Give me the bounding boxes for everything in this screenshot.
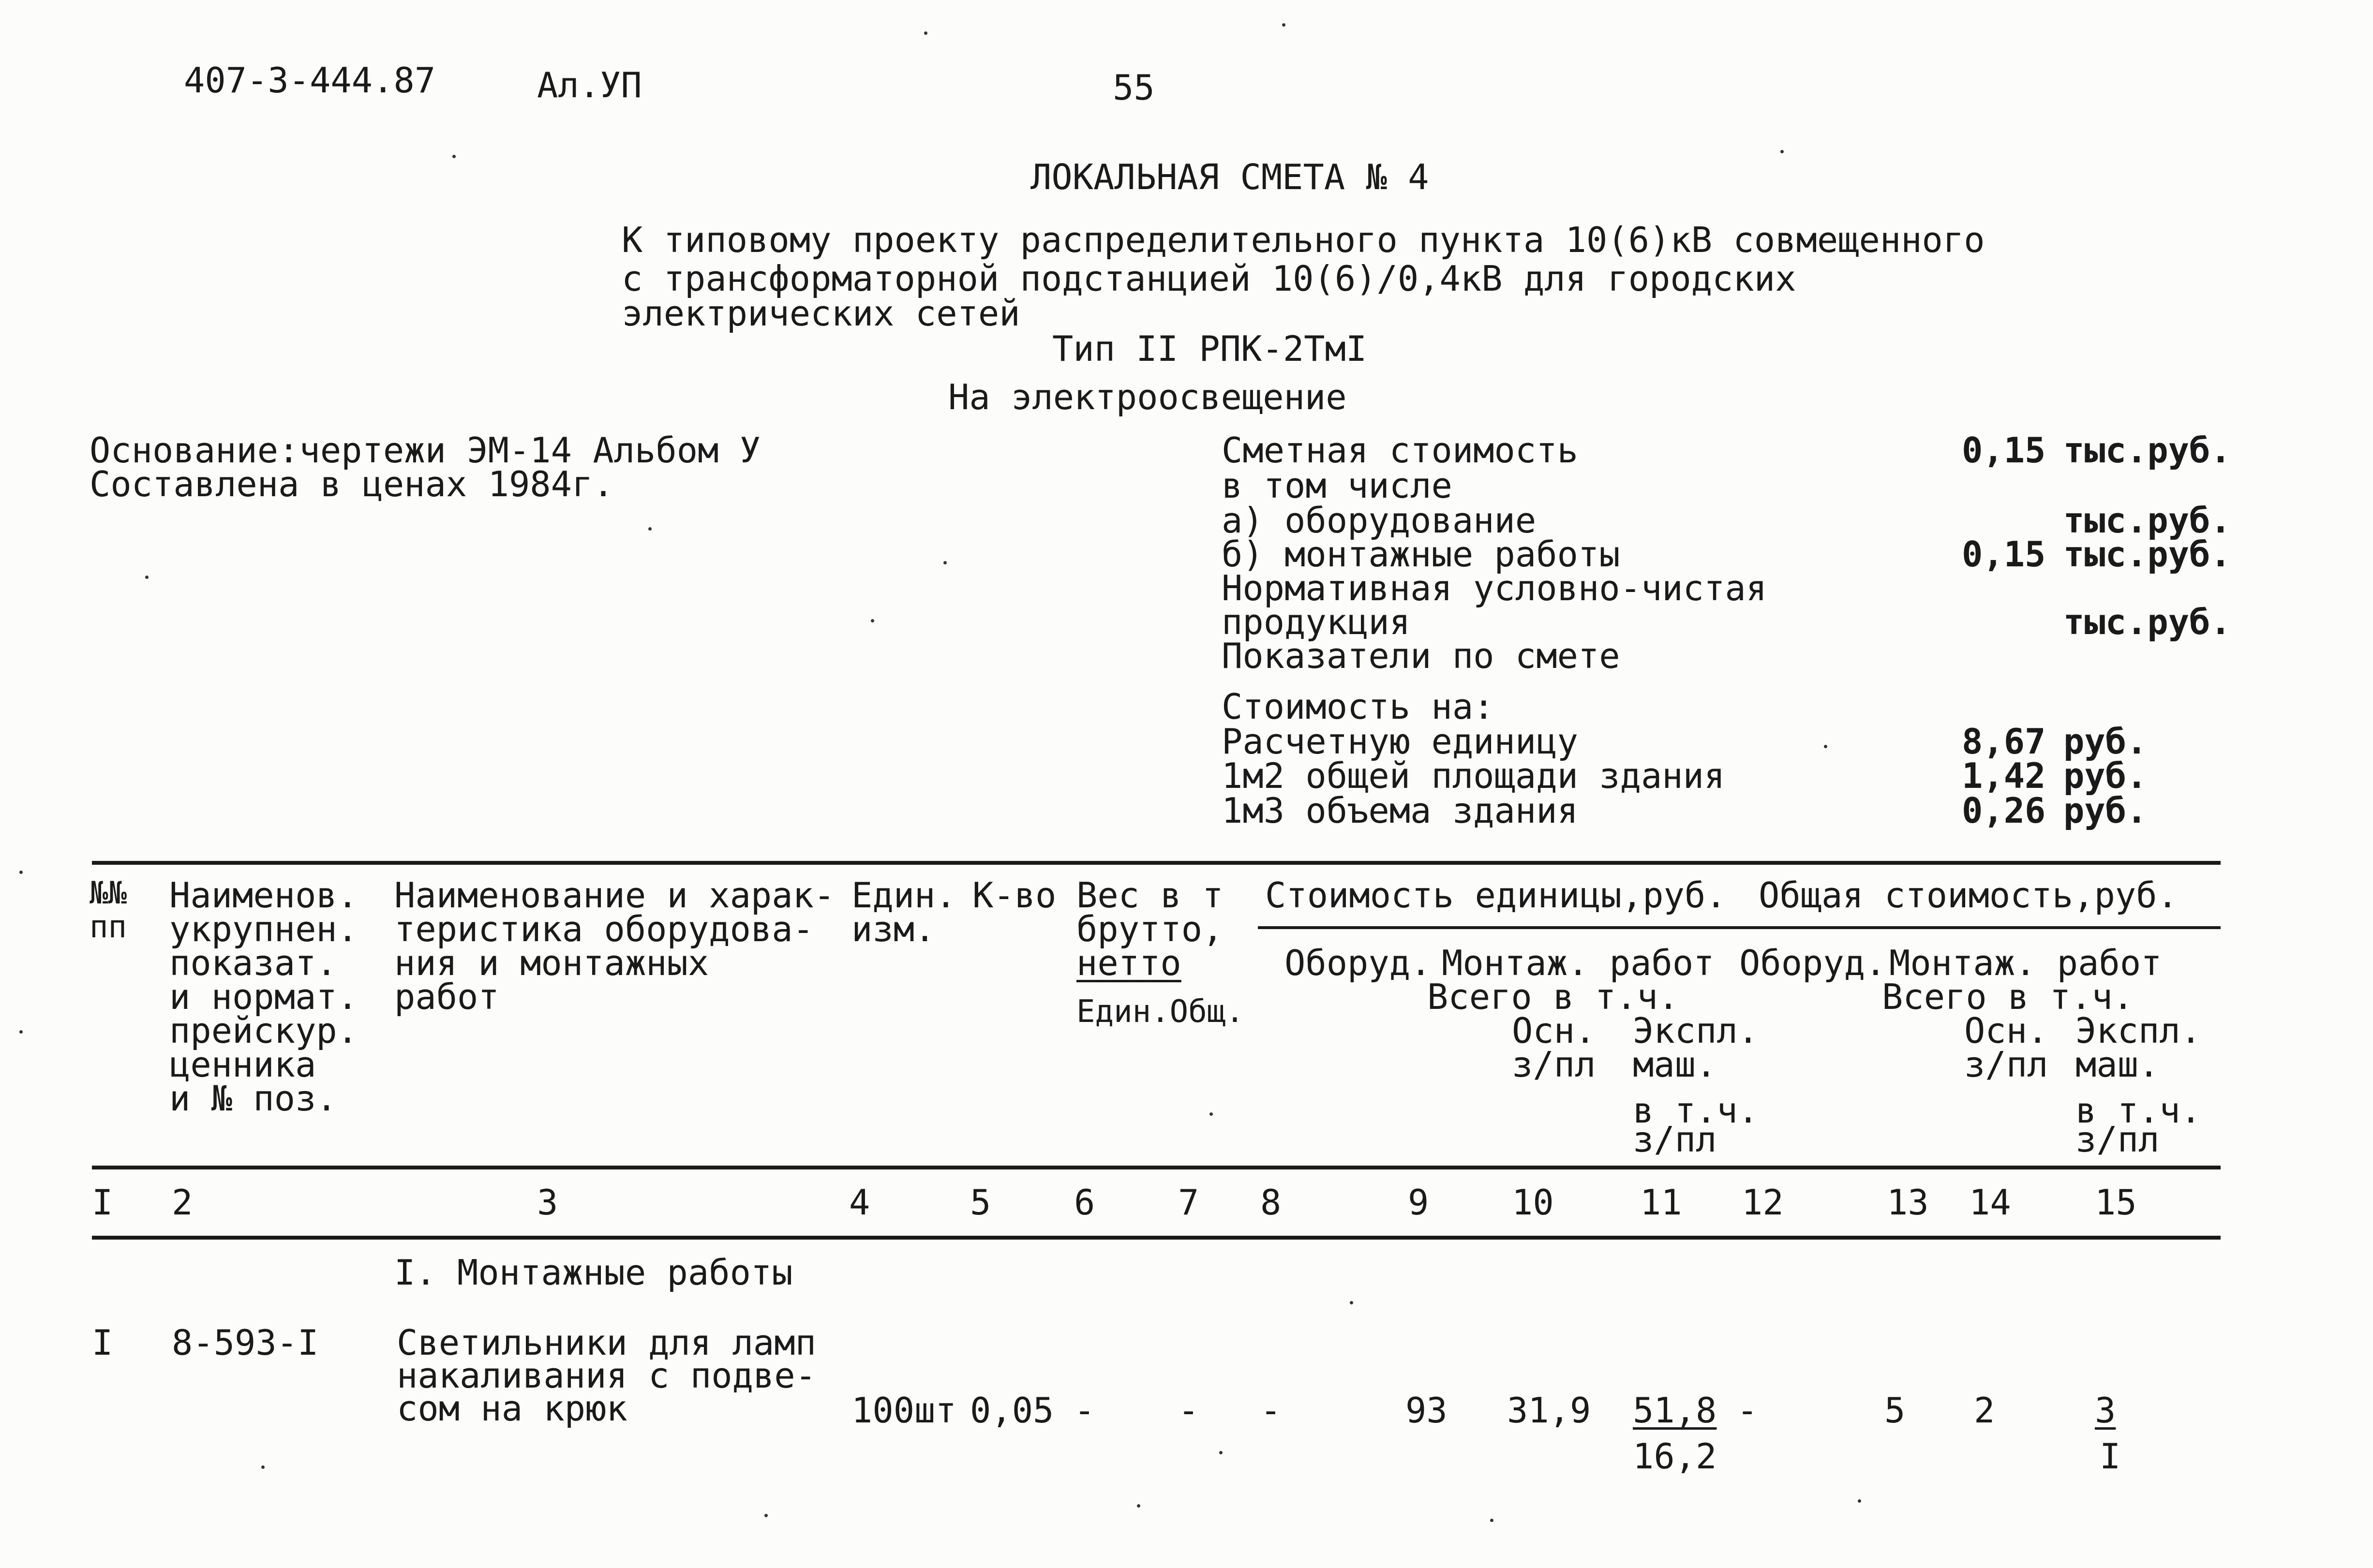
column-number-9: 9 <box>1408 1182 1429 1223</box>
column-number-12: 12 <box>1742 1182 1784 1223</box>
row-col-9: 93 <box>1405 1390 1448 1431</box>
scan-speck <box>1858 1499 1861 1503</box>
column-numbers-rule <box>92 1236 2221 1240</box>
header-unit-expl-incl-1: в т.ч. <box>1633 1090 1759 1131</box>
header-unit-cost: Стоимость единицы,руб. <box>1265 875 1727 916</box>
scan-speck <box>19 871 23 874</box>
column-number-10: 10 <box>1512 1182 1554 1223</box>
basis-prices: Составлена в ценах 1984г. <box>90 464 614 504</box>
row-number: I <box>92 1322 113 1363</box>
header-bottom-rule <box>92 1166 2221 1169</box>
scan-speck <box>1209 1112 1213 1116</box>
scan-speck <box>1780 150 1784 153</box>
project-type: Тип II РПК-2ТмI <box>1052 328 1367 369</box>
row-quantity: 0,05 <box>970 1390 1054 1431</box>
scan-speck <box>1824 745 1827 748</box>
title-description-line-1: К типовому проекту распределительного пункта 10(6)кВ совмещенного <box>622 220 1985 260</box>
header-unit-line-2: изм. <box>851 909 936 949</box>
scan-speck <box>1219 1451 1223 1454</box>
header-code-line-6: ценника <box>169 1044 316 1085</box>
scan-speck <box>764 1514 768 1517</box>
header-unit-equipment: Оборуд. <box>1284 943 1432 983</box>
row-name-line-1: Светильники для ламп <box>397 1322 816 1363</box>
header-code-line-2: укрупнен. <box>169 909 358 949</box>
row-col-12: - <box>1737 1390 1758 1431</box>
header-total-expl-incl-1: в т.ч. <box>2075 1090 2202 1131</box>
estimate-purpose: На электроосвещение <box>948 377 1347 417</box>
header-total-expl-2: маш. <box>2075 1044 2160 1085</box>
header-total-expl-1: Экспл. <box>2075 1010 2202 1051</box>
cost-on-label: Стоимость на: <box>1222 686 1494 727</box>
unit-thousand-rub: тыс.руб. <box>2063 534 2231 575</box>
unit-rub: руб. <box>2063 790 2148 831</box>
column-number-11: 11 <box>1640 1182 1682 1223</box>
installation-label: б) монтажные работы <box>1222 534 1620 575</box>
row-col-15-top: 3 <box>2095 1390 2116 1431</box>
scan-speck <box>145 576 149 579</box>
row-code: 8-593-I <box>172 1322 319 1363</box>
header-code-line-3: показат. <box>169 943 337 983</box>
unit-thousand-rub: тыс.руб. <box>2063 430 2231 471</box>
column-number-5: 5 <box>970 1182 991 1223</box>
row-name-line-3: сом на крюк <box>397 1388 627 1429</box>
header-weight-line-3: нетто <box>1076 943 1181 983</box>
header-code-line-7: и № поз. <box>169 1078 337 1119</box>
column-number-6: 6 <box>1074 1182 1095 1223</box>
header-num-line-2: пп <box>90 909 127 945</box>
row-col-11-bottom: 16,2 <box>1633 1436 1717 1477</box>
scan-speck <box>648 527 652 531</box>
column-number-14: 14 <box>1969 1182 2011 1223</box>
header-num-line-1: №№ <box>90 875 127 911</box>
header-unit-line-1: Един. <box>851 875 956 916</box>
row-name-line-2: накаливания с подве- <box>397 1355 816 1396</box>
equipment-label: а) оборудование <box>1222 500 1537 541</box>
column-number-13: 13 <box>1887 1182 1929 1223</box>
scan-speck <box>261 1465 265 1469</box>
row-col-6: - <box>1074 1390 1095 1431</box>
document-code: 407-3-444.87 <box>184 60 436 101</box>
column-number-1: I <box>92 1182 113 1223</box>
document-title: ЛОКАЛЬНАЯ СМЕТА № 4 <box>1030 157 1429 197</box>
header-unit-expl-incl-2: з/пл <box>1633 1119 1717 1160</box>
header-weight-line-1: Вес в т <box>1076 875 1224 916</box>
header-unit-expl-2: маш. <box>1633 1044 1717 1085</box>
unit-rub: руб. <box>2063 721 2148 762</box>
header-total-cost: Общая стоимость,руб. <box>1759 875 2178 916</box>
row-col-10: 31,9 <box>1507 1390 1591 1431</box>
scan-speck <box>452 155 456 158</box>
row-col-15-bottom: I <box>2100 1436 2121 1477</box>
row-unit: 100шт <box>851 1390 956 1431</box>
header-total-osn-2: з/пл <box>1964 1044 2048 1085</box>
header-quantity: К-во <box>972 875 1057 916</box>
header-code-line-1: Наименов. <box>169 875 358 916</box>
unit-thousand-rub: тыс.руб. <box>2063 602 2231 642</box>
title-description-line-3: электрических сетей <box>622 293 1020 334</box>
header-total-installation: Монтаж. работ <box>1889 943 2162 983</box>
unit-rub: руб. <box>2063 755 2148 796</box>
row-col-7: - <box>1178 1390 1199 1431</box>
indicators-label: Показатели по смете <box>1222 636 1620 676</box>
header-code-line-5: прейскур. <box>169 1010 358 1051</box>
column-number-7: 7 <box>1178 1182 1199 1223</box>
cost-group-rule <box>1258 926 2221 929</box>
column-number-4: 4 <box>849 1182 870 1223</box>
column-number-15: 15 <box>2095 1182 2137 1223</box>
scan-speck <box>19 1030 23 1034</box>
per-m3-label: 1м3 объема здания <box>1222 790 1578 831</box>
header-code-line-4: и нормат. <box>169 976 358 1017</box>
scan-speck <box>1350 1301 1353 1304</box>
header-total-osn-1: Осн. <box>1964 1010 2048 1051</box>
header-weight-line-2: брутто, <box>1076 909 1224 949</box>
header-total-total-incl: Всего в т.ч. <box>1882 976 2134 1017</box>
column-number-2: 2 <box>172 1182 193 1223</box>
scan-speck <box>1137 1504 1140 1508</box>
header-weight-line-4: Един.Общ. <box>1076 994 1244 1030</box>
per-unit-value: 8,67 <box>1962 721 2046 762</box>
header-name-line-4: работ <box>394 976 499 1017</box>
estimated-cost-label: Сметная стоимость <box>1222 430 1578 471</box>
per-unit-label: Расчетную единицу <box>1222 721 1578 762</box>
header-unit-total-incl: Всего в т.ч. <box>1427 976 1679 1017</box>
header-name-line-2: теристика оборудова- <box>394 909 814 949</box>
section-title: I. Монтажные работы <box>394 1252 793 1293</box>
album-label: Ал.УП <box>537 65 642 105</box>
basis-drawings: Основание:чертежи ЭМ-14 Альбом У <box>90 430 761 471</box>
title-description-line-2: с трансформаторной подстанцией 10(6)/0,4кВ для городских <box>622 258 1796 299</box>
scan-speck <box>871 619 874 622</box>
scan-speck <box>943 561 947 564</box>
header-unit-expl-1: Экспл. <box>1633 1010 1759 1051</box>
normative-label-1: Нормативная условно-чистая <box>1222 568 1767 608</box>
per-m2-value: 1,42 <box>1962 755 2046 796</box>
row-col-13: 5 <box>1884 1390 1906 1431</box>
scan-speck <box>924 31 927 35</box>
row-col-11-top: 51,8 <box>1633 1390 1717 1431</box>
per-m2-label: 1м2 общей площади здания <box>1222 755 1725 796</box>
estimated-cost-value: 0,15 <box>1962 430 2046 471</box>
including-label: в том числе <box>1222 465 1452 506</box>
column-number-3: 3 <box>537 1182 558 1223</box>
header-unit-osn-2: з/пл <box>1512 1044 1596 1085</box>
scan-speck <box>1282 23 1285 27</box>
header-name-line-3: ния и монтажных <box>394 943 709 983</box>
row-col-14: 2 <box>1974 1390 1995 1431</box>
unit-thousand-rub: тыс.руб. <box>2063 500 2231 541</box>
header-unit-osn-1: Осн. <box>1512 1010 1596 1051</box>
scan-speck <box>1490 1519 1493 1522</box>
table-top-rule <box>92 861 2221 865</box>
header-total-equipment: Оборуд. <box>1739 943 1886 983</box>
installation-value: 0,15 <box>1962 534 2046 575</box>
per-m3-value: 0,26 <box>1962 790 2046 831</box>
header-total-expl-incl-2: з/пл <box>2075 1119 2160 1160</box>
header-unit-installation: Монтаж. работ <box>1442 943 1715 983</box>
header-name-line-1: Наименование и харак- <box>394 875 835 916</box>
page-number: 55 <box>1113 67 1155 108</box>
column-number-8: 8 <box>1260 1182 1282 1223</box>
normative-label-2: продукция <box>1222 602 1411 642</box>
row-col-8: - <box>1260 1390 1282 1431</box>
